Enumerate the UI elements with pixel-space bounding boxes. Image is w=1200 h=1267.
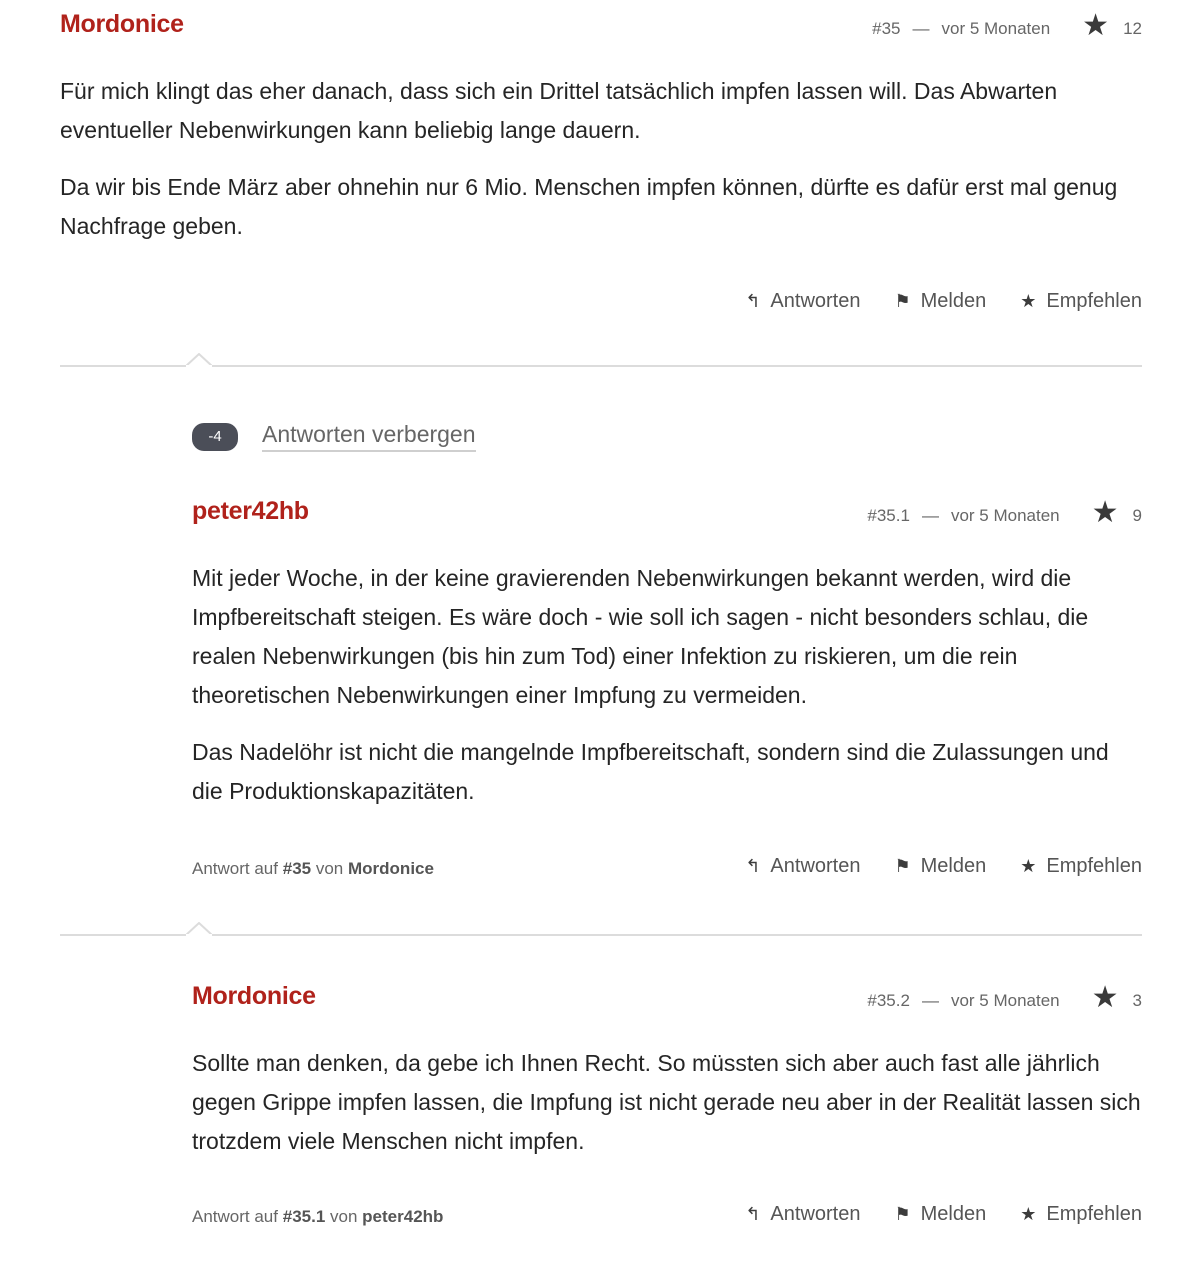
report-button[interactable] (894, 290, 986, 313)
recommend-label: Empfehlen (1046, 290, 1142, 312)
hide-replies-link[interactable]: Antworten verbergen (262, 421, 476, 452)
flag-icon: ⚑ (894, 291, 911, 311)
star-icon: ★ (1091, 981, 1119, 1014)
report-label: Melden (920, 290, 987, 312)
reply-to-by: von (315, 859, 344, 878)
star-icon: ★ (1020, 1204, 1037, 1224)
star-icon: ★ (1082, 9, 1110, 42)
separator-notch (186, 922, 212, 936)
recommendation-count: 3 (1132, 991, 1142, 1010)
recommendation-count: 12 (1123, 19, 1142, 38)
comment-paragraph: Das Nadelöhr ist nicht die mangelnde Impfbereitschaft, sondern sind die Zulassungen und die Produktionskapazitäten. (192, 739, 1109, 804)
flag-icon: ⚑ (894, 856, 911, 876)
recommend-button[interactable] (1020, 855, 1142, 878)
comment-meta (867, 496, 1142, 531)
recommendation-count: 9 (1132, 506, 1142, 525)
comment-35-2 (192, 981, 1142, 1226)
comment-time: vor 5 Monaten (950, 991, 1060, 1010)
separator-notch (186, 353, 212, 367)
comment-35-1 (192, 496, 1142, 878)
meta-dash: — (921, 506, 939, 525)
reply-to-prefix: Antwort auf (192, 1207, 278, 1226)
comment-header (60, 10, 1142, 42)
comment-body (192, 1044, 1142, 1179)
reply-count-badge: -4 (192, 423, 238, 451)
comment-number[interactable]: #35.2 (867, 991, 910, 1010)
reply-button[interactable] (745, 1203, 860, 1226)
comment-header (192, 497, 1142, 529)
comment-author[interactable]: Mordonice (60, 10, 184, 38)
comment-number[interactable]: #35.1 (867, 506, 910, 525)
comment-author[interactable]: Mordonice (192, 982, 316, 1010)
comment-meta (867, 981, 1142, 1016)
reply-to-author[interactable]: peter42hb (362, 1207, 444, 1226)
reply-to-author[interactable]: Mordonice (348, 859, 434, 878)
meta-dash: — (912, 19, 930, 38)
comment-body (60, 72, 1142, 264)
flag-icon: ⚑ (894, 1204, 911, 1224)
recommend-button[interactable] (1020, 290, 1142, 313)
recommend-label: Empfehlen (1046, 855, 1142, 877)
comment-meta (872, 9, 1142, 44)
comment-paragraph: Mit jeder Woche, in der keine gravierenden Nebenwirkungen bekannt werden, wird die Impfbereitschaft steigen. Es wäre doch - wie soll ich sagen - nicht besonders schlau, die realen Nebenwirkungen (bis hin zum Tod) einer Infektion zu riskieren, um die rein theoretischen Nebenwirkungen einer Impfung zu vermeiden. (192, 565, 1089, 708)
comment-actions (711, 1203, 1142, 1226)
report-label: Melden (920, 855, 987, 877)
hide-replies-toggle (192, 421, 476, 452)
report-button[interactable] (894, 1203, 986, 1226)
comment-time: vor 5 Monaten (941, 19, 1051, 38)
recommend-button[interactable] (1020, 1203, 1142, 1226)
reply-to-number[interactable]: #35 (282, 859, 312, 878)
report-label: Melden (920, 1203, 987, 1225)
reply-label: Antworten (770, 290, 861, 312)
reply-arrow-icon: ↰ (745, 291, 761, 311)
comment-paragraph: Da wir bis Ende März aber ohnehin nur 6 Mio. Menschen impfen können, dürfte es dafür erst mal genug Nachfrage geben. (60, 174, 1118, 239)
reply-button[interactable] (745, 855, 860, 878)
comment-actions (711, 290, 1142, 313)
star-icon: ★ (1020, 291, 1037, 311)
meta-dash: — (921, 991, 939, 1010)
reply-label: Antworten (770, 855, 861, 877)
comment-paragraph: Sollte man denken, da gebe ich Ihnen Recht. So müssten sich aber auch fast alle jährlich gegen Grippe impfen lassen, die Impfung ist nicht gerade neu aber in der Realität lassen sich trotzdem viele Menschen nicht impfen. (192, 1050, 1141, 1154)
comment-separator (60, 934, 1142, 936)
reply-to-number[interactable]: #35.1 (282, 1207, 326, 1226)
comment-header (192, 982, 1142, 1014)
recommend-label: Empfehlen (1046, 1203, 1142, 1225)
report-button[interactable] (894, 855, 986, 878)
star-icon: ★ (1091, 496, 1119, 529)
reply-to-info (192, 1207, 443, 1227)
star-icon: ★ (1020, 856, 1037, 876)
reply-arrow-icon: ↰ (745, 1204, 761, 1224)
reply-to-by: von (330, 1207, 358, 1226)
reply-arrow-icon: ↰ (745, 856, 761, 876)
comment-actions (711, 855, 1142, 878)
reply-button[interactable] (745, 290, 860, 313)
reply-label: Antworten (770, 1203, 861, 1225)
comment-author[interactable]: peter42hb (192, 497, 309, 525)
reply-to-prefix: Antwort auf (192, 859, 278, 878)
comment-separator (60, 365, 1142, 367)
comment-number[interactable]: #35 (872, 19, 901, 38)
reply-to-info (192, 859, 434, 879)
comment-paragraph: Für mich klingt das eher danach, dass sich ein Drittel tatsächlich impfen lassen will. Das Abwarten eventueller Nebenwirkungen kann beliebig lange dauern. (60, 78, 1058, 143)
comment-body (192, 559, 1142, 829)
comment-35 (60, 9, 1142, 312)
comment-time: vor 5 Monaten (950, 506, 1060, 525)
